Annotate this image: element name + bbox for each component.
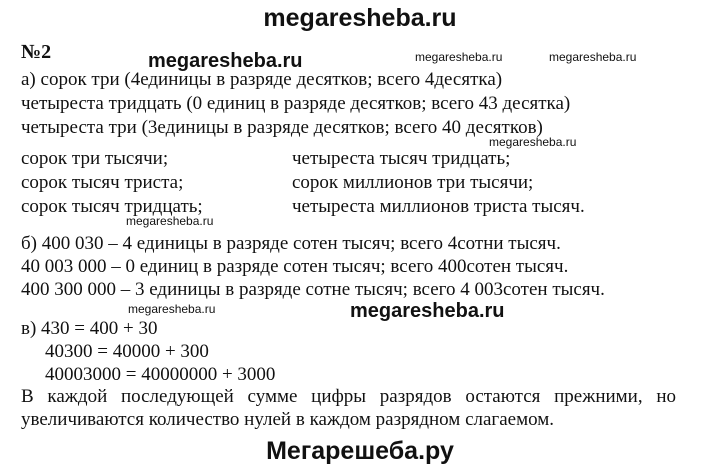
part-c-line: 40003000 = 40000000 + 3000: [45, 364, 276, 385]
number-word: сорок миллионов три тысячи;: [292, 172, 534, 193]
watermark-header-small: megaresheba.ru: [549, 50, 637, 64]
part-a-line: четыреста три (3единицы в разряде десятков; всего 40 десятков): [21, 117, 543, 138]
part-c-line: 40300 = 40000 + 300: [45, 341, 209, 362]
watermark-lower-small: megaresheba.ru: [128, 302, 216, 316]
part-b-line: 400 300 000 – 3 единицы в разряде сотне тысяч; всего 4 003сотен тысяч.: [21, 279, 605, 300]
part-c-line: в) 430 = 400 + 30: [21, 318, 158, 339]
part-a-line: четыреста тридцать (0 единиц в разряде десятков; всего 43 десятка): [21, 93, 571, 114]
task-number: №2: [21, 41, 52, 63]
watermark-mid: megaresheba.ru: [126, 214, 214, 228]
part-b-line: 40 003 000 – 0 единиц в разряде сотен тысяч; всего 400сотен тысяч.: [21, 256, 569, 277]
watermark-header-small: megaresheba.ru: [415, 50, 503, 64]
watermark-lower: megaresheba.ru: [350, 300, 505, 322]
number-word: сорок тысяч тридцать;: [21, 196, 203, 217]
number-word: четыреста миллионов триста тысяч.: [292, 196, 585, 217]
number-word: четыреста тысяч тридцать;: [292, 148, 511, 169]
part-a-line: а) сорок три (4единицы в разряде десятков; всего 4десятка): [21, 69, 503, 90]
watermark-header: megaresheba.ru: [148, 50, 303, 72]
number-word: сорок тысяч триста;: [21, 172, 184, 193]
part-b-line: б) 400 030 – 4 единицы в разряде сотен тысяч; всего 4сотни тысяч.: [21, 233, 561, 254]
watermark-mid: megaresheba.ru: [489, 135, 577, 149]
number-word: сорок три тысячи;: [21, 148, 169, 169]
conclusion-line: увеличиваются количество нулей в каждом разрядном слагаемом.: [21, 409, 555, 430]
conclusion-line: В каждой последующей сумме цифры разрядов остаются прежними, но: [21, 386, 676, 407]
watermark-bottom: Мегарешеба.ру: [266, 437, 454, 465]
watermark-top: megaresheba.ru: [263, 4, 457, 32]
